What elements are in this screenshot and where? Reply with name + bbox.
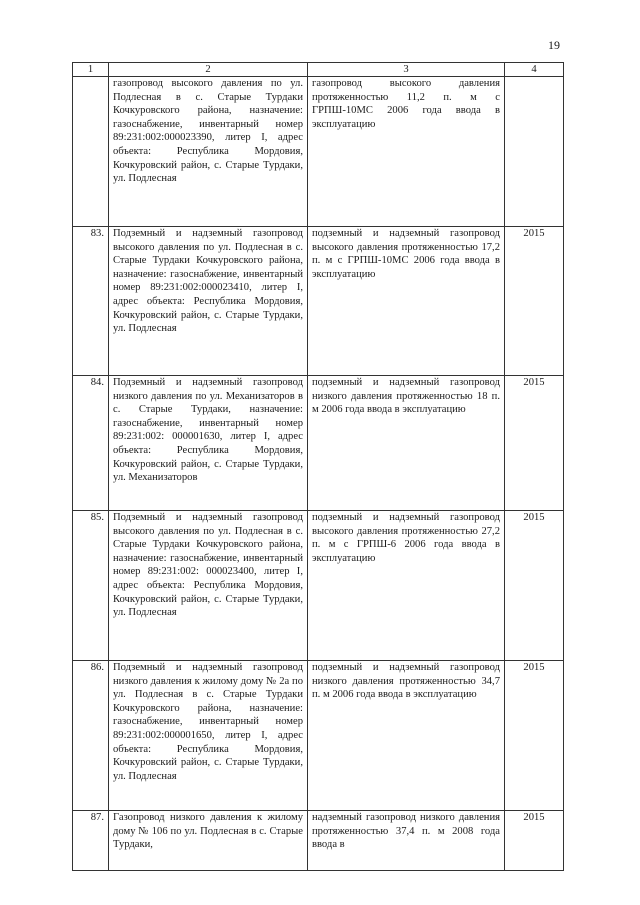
object-description-cell: подземный и надземный газопровод низкого давления протяженностью 18 п. м 2006 года ввода в эксплуатацию xyxy=(308,376,505,511)
transfer-year-cell xyxy=(505,77,564,227)
table-row xyxy=(73,811,564,871)
transfer-year-cell: 2015 xyxy=(505,227,564,376)
property-registry-table xyxy=(72,62,564,871)
object-description-cell: надземный газопровод низкого давления протяженностью 37,4 п. м 2008 года ввода в xyxy=(308,811,505,871)
table-row xyxy=(73,511,564,661)
object-description-cell: подземный и надземный газопровод высокого давления протяженностью 17,2 п. м с ГРПШ-10МС 2006 года ввода в эксплуатацию xyxy=(308,227,505,376)
object-name-cell: Подземный и надземный газопровод высокого давления по ул. Подлесная в с. Старые Турдаки Кочкуровского района, назначение: газоснабжение, инвентарный номер 89:231:002:000023410, литер I, адрес объекта: Республика Мордовия, Кочкуровский район, с. Старые Турдаки, ул. Подлесная xyxy=(109,227,308,376)
object-name-cell: Подземный и надземный газопровод низкого давления по ул. Механизаторов в с. Старые Турдаки, назначение: газоснабжение, инвентарный номер 89:231:002: 000001630, литер I, адрес объекта: Республика Мордовия, Кочкуровский район, с. Старые Турдаки, ул. Механизаторов xyxy=(109,376,308,511)
column-header-object: 2 xyxy=(109,63,308,77)
row-number: 83. xyxy=(73,227,109,376)
column-header-year: 4 xyxy=(505,63,564,77)
column-header-description: 3 xyxy=(308,63,505,77)
object-description-cell: газопровод высокого давления протяженностью 11,2 п. м с ГРПШ-10МС 2006 года ввода в эксплуатацию xyxy=(308,77,505,227)
object-description-cell: подземный и надземный газопровод высокого давления протяженностью 27,2 п. м с ГРПШ-6 2006 года ввода в эксплуатацию xyxy=(308,511,505,661)
row-number: 86. xyxy=(73,661,109,811)
transfer-year-cell: 2015 xyxy=(505,661,564,811)
table-row xyxy=(73,376,564,511)
object-name-cell: Подземный и надземный газопровод низкого давления к жилому дому № 2а по ул. Подлесная в с. Старые Турдаки Кочкуровского района, назначение: газоснабжение, инвентарный номер 89:231:002:000001650, литер I, адрес объекта: Республика Мордовия, Кочкуровский район, с. Старые Турдаки, ул. Подлесная xyxy=(109,661,308,811)
transfer-year-cell: 2015 xyxy=(505,811,564,871)
column-header-number: 1 xyxy=(73,63,109,77)
page-number: 19 xyxy=(548,38,560,52)
object-name-cell: Подземный и надземный газопровод высокого давления по ул. Подлесная в с. Старые Турдаки Кочкуровского района, назначение: газоснабжение, инвентарный номер 89:231:002: 000023400, литер I, адрес объекта: Республика Мордовия, Кочкуровский район, с. Старые Турдаки, ул. Подлесная xyxy=(109,511,308,661)
row-number: 84. xyxy=(73,376,109,511)
table-row xyxy=(73,77,564,227)
object-name-cell: газопровод высокого давления по ул. Подлесная в с. Старые Турдаки Кочкуровского района, назначение: газоснабжение, инвентарный номер 89:231:002:000023390, литер I, адрес объекта: Республика Мордовия, Кочкуровский район, с. Старые Турдаки, ул. Подлесная xyxy=(109,77,308,227)
transfer-year-cell: 2015 xyxy=(505,376,564,511)
row-number: 87. xyxy=(73,811,109,871)
table-header-row xyxy=(73,63,564,77)
object-name-cell: Газопровод низкого давления к жилому дому № 106 по ул. Подлесная в с. Старые Турдаки, xyxy=(109,811,308,871)
table-row xyxy=(73,227,564,376)
table-row xyxy=(73,661,564,811)
row-number xyxy=(73,77,109,227)
transfer-year-cell: 2015 xyxy=(505,511,564,661)
object-description-cell: подземный и надземный газопровод низкого давления протяженностью 34,7 п. м 2006 года ввода в эксплуатацию xyxy=(308,661,505,811)
row-number: 85. xyxy=(73,511,109,661)
